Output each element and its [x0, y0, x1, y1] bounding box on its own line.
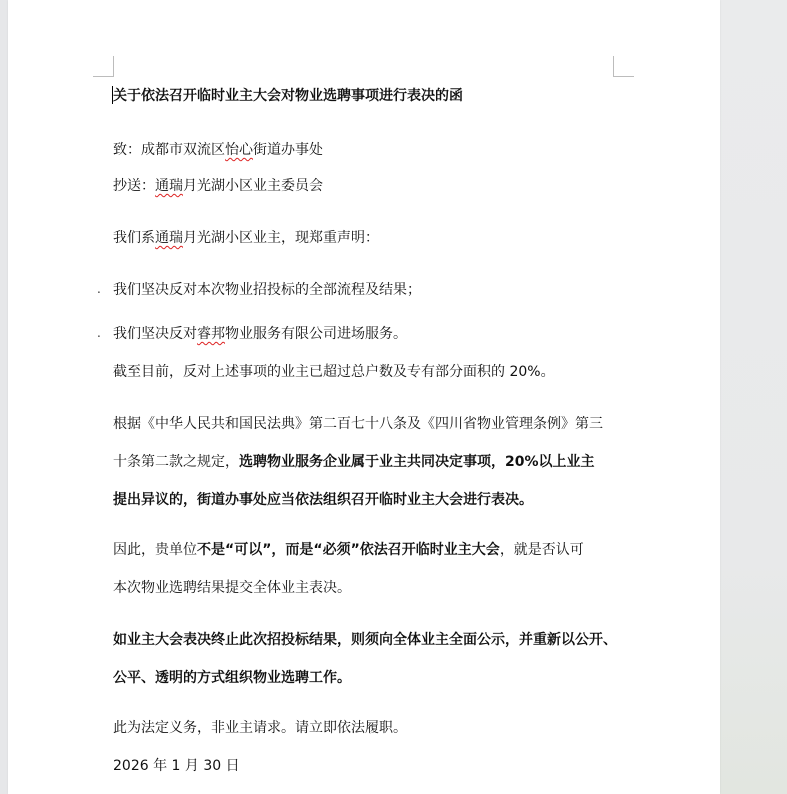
top-right-margin-mark — [613, 56, 634, 77]
workspace-background — [720, 0, 787, 794]
statement-intro — [113, 229, 379, 247]
closing-statement: 此为法定义务，非业主请求。请立即依法履职。 — [113, 720, 407, 736]
recipient-line — [113, 141, 323, 159]
cc-line — [113, 177, 323, 195]
legal-basis-line-2 — [113, 453, 595, 471]
recipient-suffix: 街道办事处 — [253, 142, 323, 158]
document-title: 关于依法召开临时业主大会对物业选聘事项进行表决的函 — [113, 88, 463, 104]
demand-line-1: 如业主大会表决终止此次招投标结果，则须向全体业主全面公示，并重新以公开、 — [113, 632, 617, 648]
list-bullet: . — [97, 326, 101, 340]
statement-suffix: 月光湖小区业主，现郑重声明： — [183, 230, 379, 246]
legal-basis-line-1: 根据《中华人民共和国民法典》第二百七十八条及《四川省物业管理条例》第三 — [113, 416, 603, 432]
progress-paragraph: 截至目前，反对上述事项的业主已超过总户数及专有部分面积的 20%。 — [113, 364, 555, 380]
list-item-2 — [113, 325, 407, 343]
therefore-emphasis: 不是“可以”，而是“必须”依法召开临时业主大会 — [197, 542, 500, 558]
therefore-plain-start: 因此，贵单位 — [113, 542, 197, 558]
therefore-line-2: 本次物业选聘结果提交全体业主表决。 — [113, 580, 351, 596]
statement-prefix: 我们系 — [113, 230, 155, 246]
demand-line-2: 公平、透明的方式组织物业选聘工作。 — [113, 670, 351, 686]
spelling-flagged-word: 通瑞 — [155, 230, 183, 246]
cc-suffix: 月光湖小区业主委员会 — [183, 178, 323, 194]
recipient-prefix: 致：成都市双流区 — [113, 142, 225, 158]
document-date: 2026 年 1 月 30 日 — [113, 758, 240, 774]
legal-basis-line-3: 提出异议的，街道办事处应当依法组织召开临时业主大会进行表决。 — [113, 492, 533, 508]
list-bullet: . — [97, 282, 101, 296]
item2-prefix: 我们坚决反对 — [113, 326, 197, 342]
spelling-flagged-word: 睿邦 — [197, 326, 225, 342]
legal-basis-emphasis: 选聘物业服务企业属于业主共同决定事项，20%以上业主 — [239, 454, 595, 470]
therefore-line-1 — [113, 541, 584, 559]
cc-prefix: 抄送： — [113, 178, 155, 194]
item2-suffix: 物业服务有限公司进场服务。 — [225, 326, 407, 342]
legal-basis-plain: 十条第二款之规定， — [113, 454, 239, 470]
top-left-margin-mark — [93, 56, 114, 77]
spelling-flagged-word: 怡心 — [225, 142, 253, 158]
spelling-flagged-word: 通瑞 — [155, 178, 183, 194]
list-item-1: 我们坚决反对本次物业招投标的全部流程及结果； — [113, 282, 421, 298]
therefore-plain-end: ，就是否认可 — [499, 542, 584, 558]
